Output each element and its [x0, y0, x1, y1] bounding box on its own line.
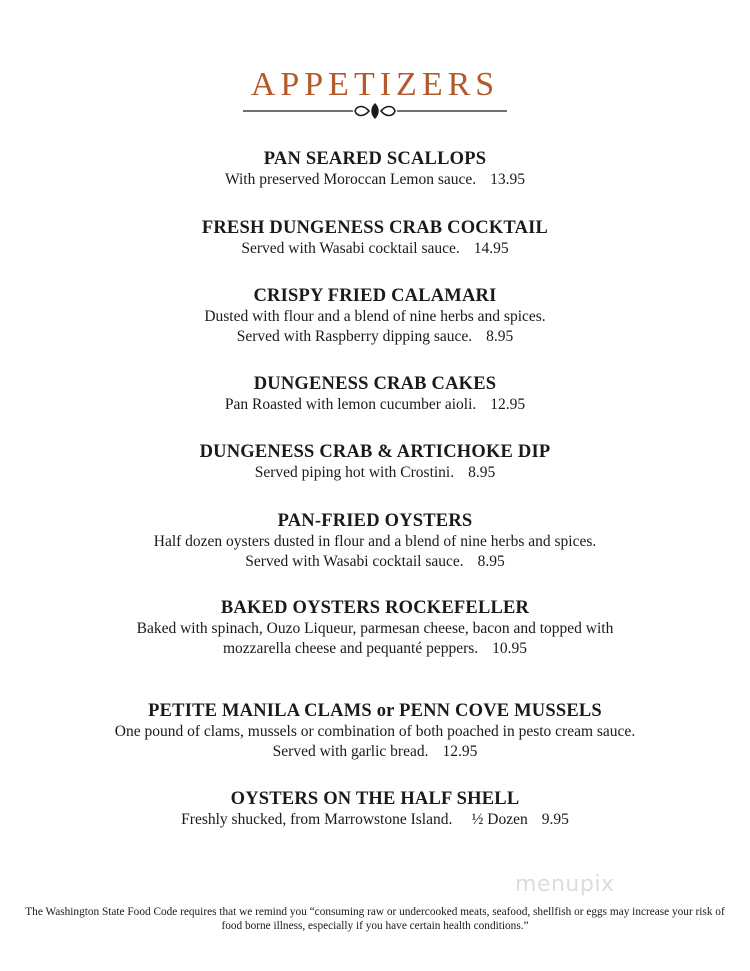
item-price: 9.95	[541, 811, 569, 828]
item-description: Dusted with flour and a blend of nine herbs and spices. Served with Raspberry dipping sauce. 8.95	[204, 308, 546, 345]
item-name: PETITE MANILA CLAMS or PENN COVE MUSSELS	[148, 701, 602, 721]
menu-item	[0, 148, 750, 190]
food-safety-disclaimer: The Washington State Food Code requires that we remind you “consuming raw or undercooked meats, seafood, shellfish or eggs may increase your risk of food borne illness, especially if you have certain health conditions.”	[25, 906, 725, 932]
item-name: PAN-FRIED OYSTERS	[277, 511, 473, 531]
item-price: 14.95	[473, 240, 509, 257]
item-price: 10.95	[492, 640, 528, 657]
menu-item	[0, 700, 750, 762]
menu-item	[0, 373, 750, 415]
menu-item	[0, 285, 750, 347]
item-price: 12.95	[442, 743, 478, 760]
item-name: DUNGENESS CRAB & ARTICHOKE DIP	[199, 442, 551, 462]
menu-item	[0, 510, 750, 572]
item-description: Served with Wasabi cocktail sauce. 14.95	[241, 240, 509, 257]
item-description: Served piping hot with Crostini. 8.95	[254, 464, 496, 481]
menu-item	[0, 788, 750, 830]
item-name: PAN SEARED SCALLOPS	[263, 149, 487, 169]
item-price: 8.95	[477, 553, 505, 570]
page-title: APPETIZERS	[250, 66, 500, 103]
item-price: 13.95	[490, 171, 526, 188]
menu-item	[0, 441, 750, 483]
item-description: Pan Roasted with lemon cucumber aioli. 12.95	[224, 396, 526, 413]
menu-item	[0, 597, 750, 659]
item-description: Half dozen oysters dusted in flour and a blend of nine herbs and spices. Served with Wasabi cocktail sauce. 8.95	[153, 533, 597, 570]
item-price: 8.95	[468, 464, 496, 481]
item-name: BAKED OYSTERS ROCKEFELLER	[220, 598, 530, 618]
item-price: 12.95	[490, 396, 526, 413]
divider-ornament-icon	[243, 100, 507, 122]
item-name: FRESH DUNGENESS CRAB COCKTAIL	[201, 218, 549, 238]
menu-item	[0, 217, 750, 259]
item-description: With preserved Moroccan Lemon sauce. 13.95	[224, 171, 526, 188]
item-description: Freshly shucked, from Marrowstone Island. ½ Dozen 9.95	[181, 811, 569, 828]
watermark-logo: menupix	[515, 872, 615, 897]
item-price: 8.95	[486, 328, 514, 345]
item-name: OYSTERS ON THE HALF SHELL	[230, 789, 520, 809]
item-description: Baked with spinach, Ouzo Liqueur, parmesan cheese, bacon and topped with mozzarella cheese and pequanté peppers. 10.95	[136, 620, 614, 657]
item-name: DUNGENESS CRAB CAKES	[253, 374, 497, 394]
item-description: One pound of clams, mussels or combination of both poached in pesto cream sauce. Served with garlic bread. 12.95	[114, 723, 636, 760]
item-name: CRISPY FRIED CALAMARI	[253, 286, 497, 306]
